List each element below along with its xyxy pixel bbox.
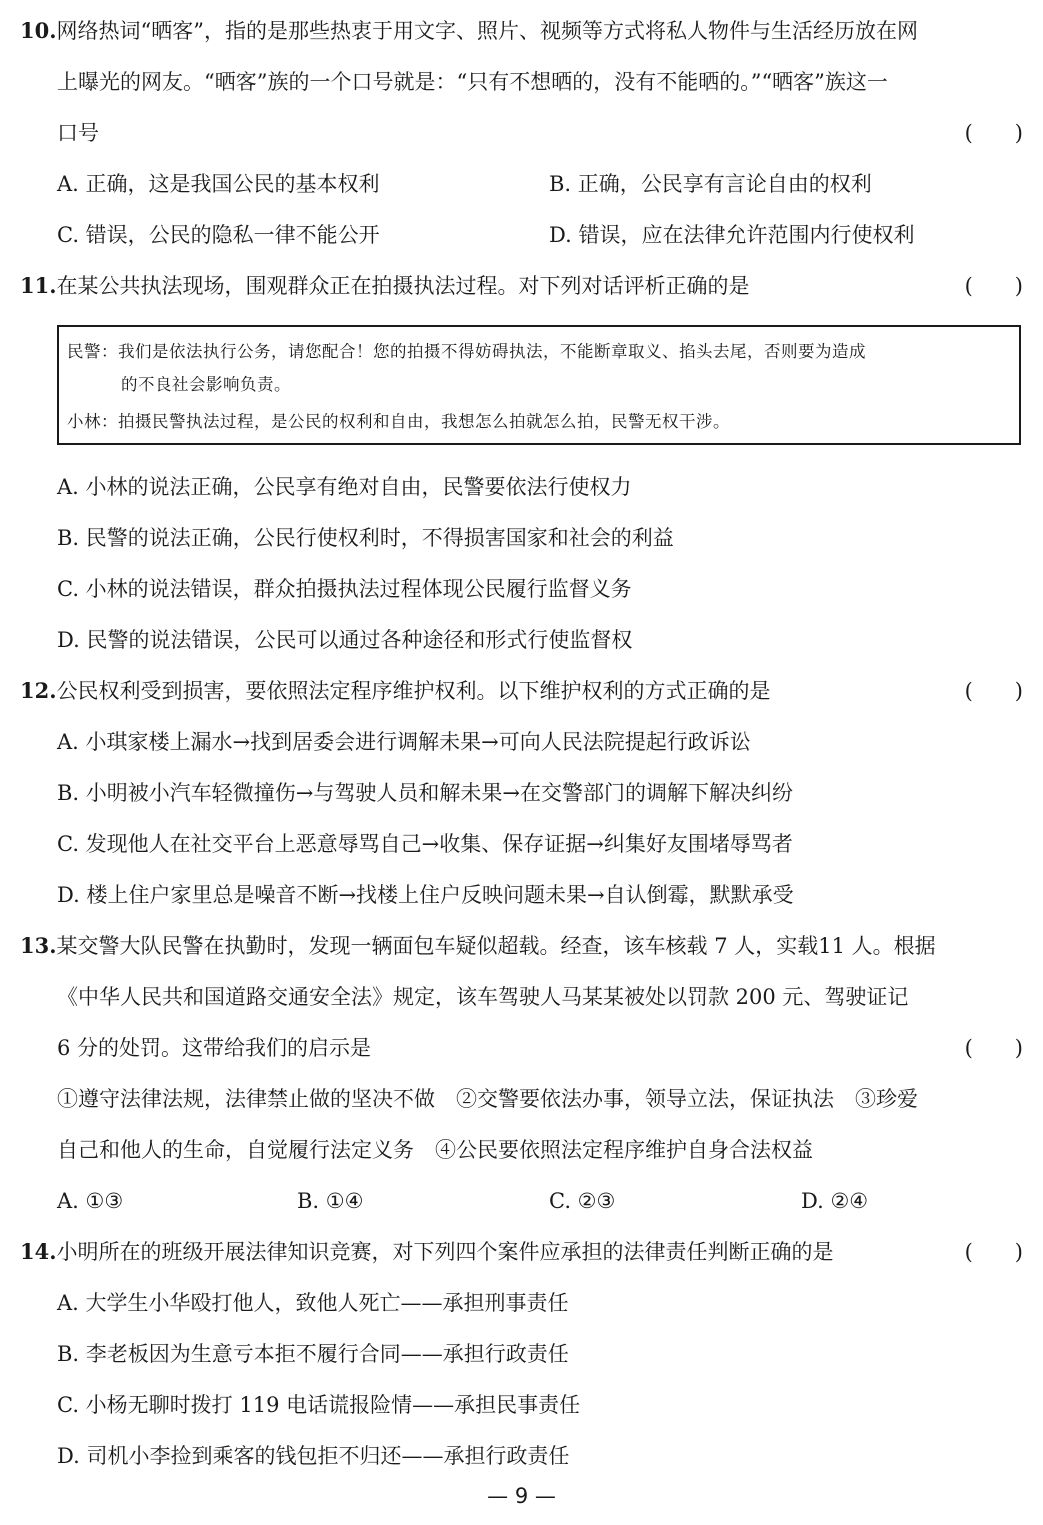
q12-option-b: B. 小明被小汽车轻微撞伤→与驾驶人员和解未果→在交警部门的调解下解决纠纷 <box>57 781 793 805</box>
q10-option-a: A. 正确，这是我国公民的基本权利 <box>57 172 380 196</box>
q10-number: 10. <box>20 18 57 43</box>
q10-stem-3: 口号 <box>57 121 99 145</box>
q10-option-d: D. 错误，应在法律允许范围内行使权利 <box>549 223 915 247</box>
q12-stem: 公民权利受到损害，要依照法定程序维护权利。以下维护权利的方式正确的是 <box>56 679 771 703</box>
q14-stem: 小明所在的班级开展法律知识竞赛，对下列四个案件应承担的法律责任判断正确的是 <box>56 1240 834 1264</box>
q12-option-d: D. 楼上住户家里总是噪音不断→找楼上住户反映问题未果→自认倒霉，默默承受 <box>57 883 794 907</box>
q13-stem-1: 某交警大队民警在执勤时，发现一辆面包车疑似超载。经查，该车核载 7 人，实载11 人。根据 <box>56 934 936 958</box>
q11-stem: 在某公共执法现场，围观群众正在拍摄执法过程。对下列对话评析正确的是 <box>56 274 750 298</box>
q14-option-a: A. 大学生小华殴打他人，致他人死亡——承担刑事责任 <box>57 1291 569 1315</box>
q12-line-1 <box>20 677 1043 705</box>
q13-statements-2: 自己和他人的生命，自觉履行法定义务 ④公民要依照法定程序维护自身合法权益 <box>57 1138 813 1162</box>
q13-answer-blank: ( ) <box>964 1036 1023 1060</box>
q12-option-a: A. 小琪家楼上漏水→找到居委会进行调解未果→可向人民法院提起行政诉讼 <box>57 730 751 754</box>
q14-option-b: B. 李老板因为生意亏本拒不履行合同——承担行政责任 <box>57 1342 569 1366</box>
q13-option-b: B. ①④ <box>297 1189 364 1213</box>
q11-option-b: B. 民警的说法正确，公民行使权利时，不得损害国家和社会的利益 <box>57 526 674 550</box>
q13-statements-1: ①遵守法律法规，法律禁止做的坚决不做 ②交警要依法办事，领导立法，保证执法 ③珍爱 <box>57 1087 918 1111</box>
q10-stem-1: 网络热词“晒客”，指的是那些热衷于用文字、照片、视频等方式将私人物件与生活经历放在网 <box>56 19 919 43</box>
q12-number: 12. <box>20 678 57 703</box>
q10-option-c: C. 错误，公民的隐私一律不能公开 <box>57 223 380 247</box>
q11-line-1 <box>20 272 1043 300</box>
q13-line-1 <box>20 932 1043 960</box>
q13-line-2: 《中华人民共和国道路交通安全法》规定，该车驾驶人马某某被处以罚款 200 元、驾驶证记 <box>57 985 909 1009</box>
q14-option-c: C. 小杨无聊时拨打 119 电话谎报险情——承担民事责任 <box>57 1393 581 1417</box>
q14-option-d: D. 司机小李捡到乘客的钱包拒不归还——承担行政责任 <box>57 1444 570 1468</box>
q12-option-c: C. 发现他人在社交平台上恶意辱骂自己→收集、保存证据→纠集好友围堵辱骂者 <box>57 832 793 856</box>
q13-number: 13. <box>20 933 57 958</box>
q11-option-c: C. 小林的说法错误，群众拍摄执法过程体现公民履行监督义务 <box>57 577 632 601</box>
q11-dialog-police-2: 的不良社会影响负责。 <box>121 375 291 394</box>
page-number: — 9 — <box>487 1484 556 1508</box>
q13-stem-3: 6 分的处罚。这带给我们的启示是 <box>57 1036 372 1060</box>
q13-line-3 <box>57 1034 1043 1062</box>
q10-option-b: B. 正确，公民享有言论自由的权利 <box>549 172 872 196</box>
q14-line-1 <box>20 1238 1043 1266</box>
q11-option-a: A. 小林的说法正确，公民享有绝对自由，民警要依法行使权力 <box>57 475 632 499</box>
q10-line-3 <box>57 119 1043 147</box>
q10-answer-blank: ( ) <box>964 121 1023 145</box>
q14-number: 14. <box>20 1239 57 1264</box>
q14-answer-blank: ( ) <box>964 1240 1023 1264</box>
q13-option-d: D. ②④ <box>801 1189 869 1213</box>
q11-dialog-police-1: 民警：我们是依法执行公务，请您配合！您的拍摄不得妨碍执法，不能断章取义、掐头去尾，否则要为造成 <box>67 342 866 361</box>
q10-line-1 <box>20 17 1043 45</box>
q11-option-d: D. 民警的说法错误，公民可以通过各种途径和形式行使监督权 <box>57 628 633 652</box>
q13-option-a: A. ①③ <box>57 1189 124 1213</box>
q11-number: 11. <box>20 273 57 298</box>
q11-answer-blank: ( ) <box>964 274 1023 298</box>
q13-option-c: C. ②③ <box>549 1189 616 1213</box>
q12-answer-blank: ( ) <box>964 679 1023 703</box>
q11-dialog-xiaolin: 小林：拍摄民警执法过程，是公民的权利和自由，我想怎么拍就怎么拍，民警无权干涉。 <box>67 412 730 431</box>
q11-dialog-box <box>57 325 1021 445</box>
q10-line-2: 上曝光的网友。“晒客”族的一个口号就是：“只有不想晒的，没有不能晒的。”“晒客”族这一 <box>57 70 888 94</box>
